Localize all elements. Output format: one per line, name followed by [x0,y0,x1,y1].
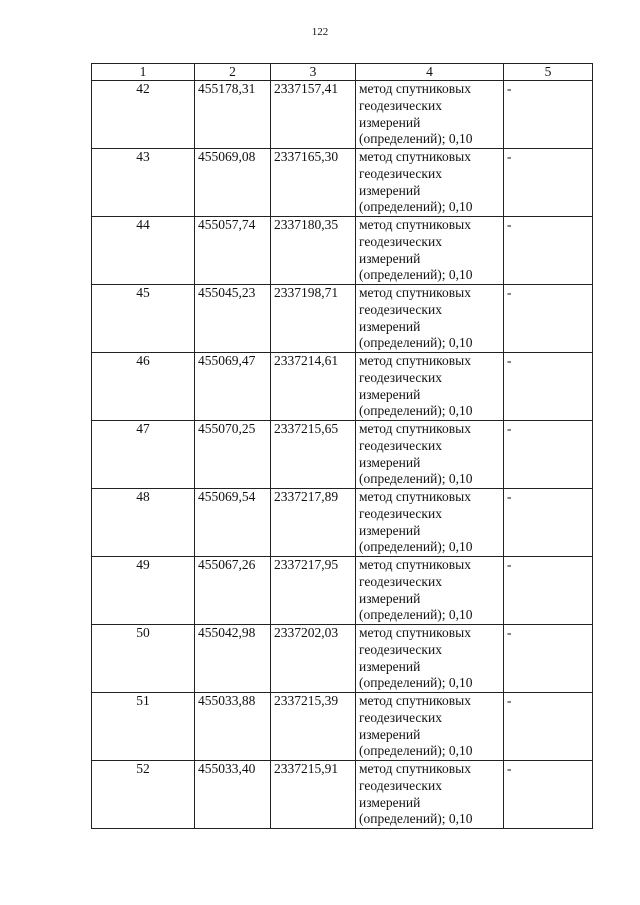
y-coordinate-cell: 2337215,91 [271,761,356,829]
table-row [92,217,593,285]
method-line: метод спутниковых [359,693,471,708]
point-number-cell: 47 [92,421,195,489]
method-accuracy-cell [356,693,504,761]
table-row [92,625,593,693]
method-line: измерений [359,114,421,130]
header-col-2: 2 [195,64,271,81]
note-cell: - [504,693,593,761]
method-line: измерений [359,794,421,810]
method-line: измерений [359,658,421,674]
note-cell: - [504,761,593,829]
method-line: метод спутниковых [359,625,471,640]
x-coordinate-cell: 455178,31 [195,81,271,149]
method-line: измерений [359,250,421,266]
method-line: (определений); 0,10 [359,335,473,351]
method-line: (определений); 0,10 [359,743,473,759]
x-coordinate-cell: 455067,26 [195,557,271,625]
point-number-cell: 43 [92,149,195,217]
method-line: метод спутниковых [359,285,471,300]
method-accuracy-cell [356,149,504,217]
method-line: метод спутниковых [359,761,471,776]
method-line: геодезических [359,97,442,113]
table-row [92,353,593,421]
method-line: геодезических [359,777,442,793]
x-coordinate-cell: 455042,98 [195,625,271,693]
table-row [92,557,593,625]
table-header [92,64,593,81]
note-cell: - [504,353,593,421]
x-coordinate-cell: 455033,40 [195,761,271,829]
point-number-cell: 45 [92,285,195,353]
method-line: геодезических [359,165,442,181]
y-coordinate-cell: 2337214,61 [271,353,356,421]
method-line: метод спутниковых [359,81,471,96]
method-line: метод спутниковых [359,489,471,504]
method-line: (определений); 0,10 [359,471,473,487]
method-line: измерений [359,318,421,334]
method-line: (определений); 0,10 [359,675,473,691]
method-accuracy-cell [356,353,504,421]
x-coordinate-cell: 455069,08 [195,149,271,217]
method-accuracy-cell [356,557,504,625]
header-col-1: 1 [92,64,195,81]
method-line: геодезических [359,641,442,657]
y-coordinate-cell: 2337215,65 [271,421,356,489]
x-coordinate-cell: 455045,23 [195,285,271,353]
point-number-cell: 42 [92,81,195,149]
table-row [92,421,593,489]
method-line: геодезических [359,709,442,725]
method-line: геодезических [359,233,442,249]
table-row [92,761,593,829]
table-row [92,149,593,217]
note-cell: - [504,217,593,285]
method-line: (определений); 0,10 [359,607,473,623]
coordinates-table [91,63,593,829]
x-coordinate-cell: 455069,47 [195,353,271,421]
x-coordinate-cell: 455033,88 [195,693,271,761]
note-cell: - [504,81,593,149]
header-col-3: 3 [271,64,356,81]
header-row [92,64,593,81]
header-col-4: 4 [356,64,504,81]
table-row [92,81,593,149]
method-line: геодезических [359,573,442,589]
y-coordinate-cell: 2337215,39 [271,693,356,761]
point-number-cell: 50 [92,625,195,693]
method-line: метод спутниковых [359,353,471,368]
table-body [92,81,593,829]
y-coordinate-cell: 2337157,41 [271,81,356,149]
method-line: (определений); 0,10 [359,539,473,555]
x-coordinate-cell: 455069,54 [195,489,271,557]
note-cell: - [504,421,593,489]
method-line: (определений); 0,10 [359,811,473,827]
x-coordinate-cell: 455070,25 [195,421,271,489]
header-col-5: 5 [504,64,593,81]
method-line: измерений [359,726,421,742]
point-number-cell: 44 [92,217,195,285]
y-coordinate-cell: 2337165,30 [271,149,356,217]
point-number-cell: 48 [92,489,195,557]
method-line: (определений); 0,10 [359,267,473,283]
y-coordinate-cell: 2337217,89 [271,489,356,557]
point-number-cell: 51 [92,693,195,761]
method-accuracy-cell [356,625,504,693]
note-cell: - [504,625,593,693]
method-accuracy-cell [356,421,504,489]
method-line: геодезических [359,505,442,521]
method-line: метод спутниковых [359,557,471,572]
method-line: метод спутниковых [359,217,471,232]
method-line: измерений [359,182,421,198]
table-row [92,489,593,557]
note-cell: - [504,557,593,625]
point-number-cell: 52 [92,761,195,829]
method-accuracy-cell [356,285,504,353]
method-line: (определений); 0,10 [359,403,473,419]
method-line: измерений [359,386,421,402]
method-line: геодезических [359,437,442,453]
method-line: (определений); 0,10 [359,131,473,147]
point-number-cell: 49 [92,557,195,625]
method-line: геодезических [359,369,442,385]
method-accuracy-cell [356,217,504,285]
y-coordinate-cell: 2337198,71 [271,285,356,353]
y-coordinate-cell: 2337180,35 [271,217,356,285]
note-cell: - [504,285,593,353]
x-coordinate-cell: 455057,74 [195,217,271,285]
table-row [92,693,593,761]
method-line: (определений); 0,10 [359,199,473,215]
y-coordinate-cell: 2337217,95 [271,557,356,625]
table-row [92,285,593,353]
note-cell: - [504,489,593,557]
method-line: измерений [359,590,421,606]
y-coordinate-cell: 2337202,03 [271,625,356,693]
note-cell: - [504,149,593,217]
method-line: измерений [359,454,421,470]
page-number: 122 [311,26,329,38]
method-accuracy-cell [356,489,504,557]
method-line: метод спутниковых [359,421,471,436]
method-accuracy-cell [356,81,504,149]
method-line: измерений [359,522,421,538]
method-line: геодезических [359,301,442,317]
method-line: метод спутниковых [359,149,471,164]
method-accuracy-cell [356,761,504,829]
point-number-cell: 46 [92,353,195,421]
